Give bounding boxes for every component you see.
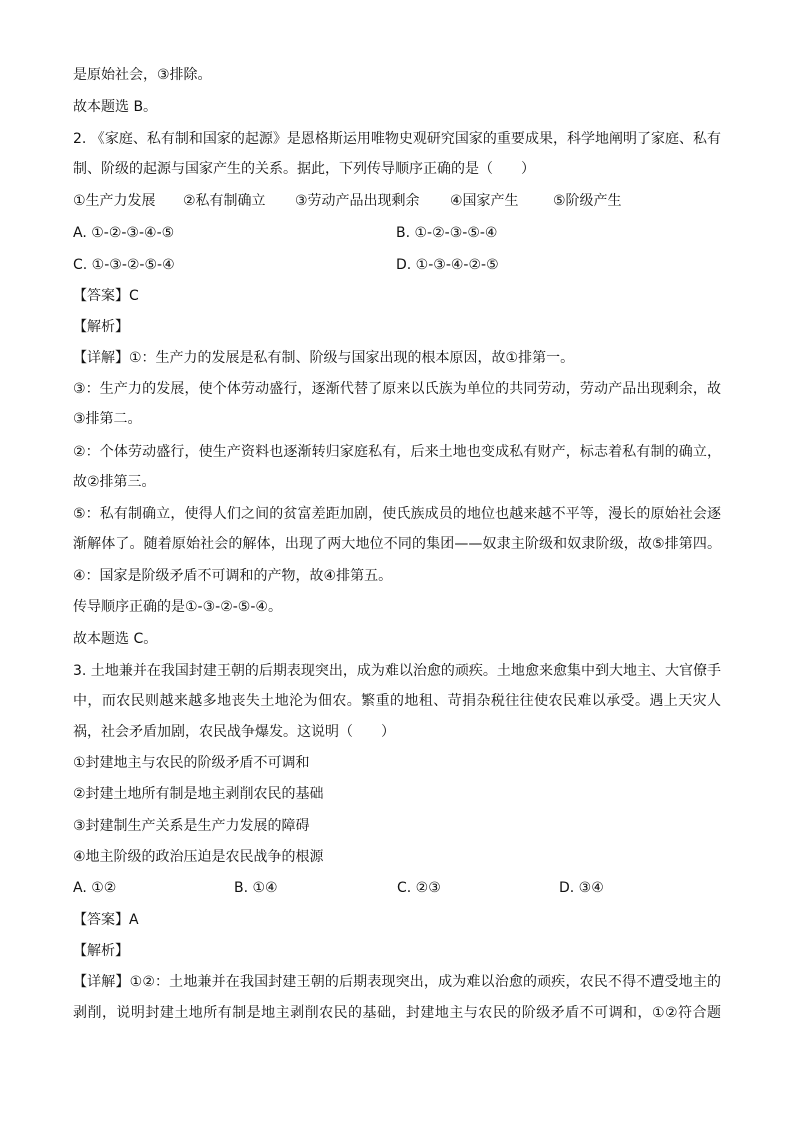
analysis-text: ④：国家是阶级矛盾不可调和的产物，故④排第五。 bbox=[73, 568, 393, 584]
option-d: D. ③④ bbox=[559, 880, 604, 896]
analysis-text: 故本题选 C。 bbox=[73, 631, 158, 647]
analysis-text: ③排第二。 bbox=[73, 411, 142, 427]
analysis-text: 故②排第三。 bbox=[73, 474, 156, 490]
analysis-text: 剥削，说明封建土地所有制是地主剥削农民的基础，封建地主与农民的阶级矛盾不可调和，①②符合题 bbox=[73, 1005, 721, 1021]
option-b: B. ①④ bbox=[234, 880, 278, 896]
item: ②私有制确立 bbox=[183, 193, 266, 209]
option-a: A. ①-②-③-④-⑤ bbox=[73, 225, 175, 241]
analysis-text: ⑤：私有制确立，使得人们之间的贫富差距加剧，使氏族成员的地位也越来越不平等，漫长的原始社会逐 bbox=[73, 506, 721, 522]
text-line: 是原始社会，③排除。 bbox=[73, 67, 212, 83]
analysis-text: 【详解】①：生产力的发展是私有制、阶级与国家出现的根本原因，故①排第一。 bbox=[73, 350, 575, 366]
question-3-stem: 3. 土地兼并在我国封建王朝的后期表现突出，成为难以治愈的顽疾。土地愈来愈集中到大地主、大官僚手 bbox=[73, 663, 721, 679]
item: ③封建制生产关系是生产力发展的障碍 bbox=[73, 818, 310, 834]
analysis-text: 渐解体了。随着原始社会的解体，出现了两大地位不同的集团——奴隶主阶级和奴隶阶级，故⑤排第四。 bbox=[73, 536, 721, 552]
answer-label: 【答案】C bbox=[73, 288, 139, 304]
analysis-text: ②：个体劳动盛行，使生产资料也逐渐转归家庭私有，后来土地也变成私有财产，标志着私有制的确立， bbox=[73, 444, 721, 460]
item: ④地主阶级的政治压迫是农民战争的根源 bbox=[73, 849, 324, 865]
analysis-label: 【解析】 bbox=[73, 943, 129, 959]
option-d: D. ①-③-④-②-⑤ bbox=[396, 257, 499, 273]
question-3-stem: 中，而农民则越来越多地丧失土地沦为佃农。繁重的地租、苛捐杂税往往使农民难以承受。遇上天灾人 bbox=[73, 693, 721, 709]
question-2-stem: 制、阶级的起源与国家产生的关系。据此，下列传导顺序正确的是（ ） bbox=[73, 161, 535, 177]
item: ②封建土地所有制是地主剥削农民的基础 bbox=[73, 786, 324, 802]
item: ①封建地主与农民的阶级矛盾不可调和 bbox=[73, 755, 310, 771]
option-c: C. ①-③-②-⑤-④ bbox=[73, 257, 175, 273]
analysis-text: 【详解】①②：土地兼并在我国封建王朝的后期表现突出，成为难以治愈的顽疾，农民不得不遭受地主的 bbox=[73, 974, 721, 990]
item: ③劳动产品出现剩余 bbox=[295, 193, 420, 209]
analysis-text: 传导顺序正确的是①-③-②-⑤-④。 bbox=[73, 599, 282, 615]
answer-label: 【答案】A bbox=[73, 912, 139, 928]
option-c: C. ②③ bbox=[397, 880, 441, 896]
question-3-stem: 祸，社会矛盾加剧，农民战争爆发。这说明（ ） bbox=[73, 724, 395, 740]
option-a: A. ①② bbox=[73, 880, 117, 896]
question-2-stem: 2. 《家庭、私有制和国家的起源》是恩格斯运用唯物史观研究国家的重要成果，科学地阐明了家庭、私有 bbox=[73, 131, 721, 147]
item: ④国家产生 bbox=[450, 193, 519, 209]
item: ①生产力发展 bbox=[73, 193, 156, 209]
analysis-label: 【解析】 bbox=[73, 319, 129, 335]
option-b: B. ①-②-③-⑤-④ bbox=[396, 225, 498, 241]
text-line: 故本题选 B。 bbox=[73, 99, 158, 115]
analysis-text: ③：生产力的发展，使个体劳动盛行，逐渐代替了原来以氏族为单位的共同劳动，劳动产品出现剩余，故 bbox=[73, 381, 721, 397]
item: ⑤阶级产生 bbox=[553, 193, 622, 209]
